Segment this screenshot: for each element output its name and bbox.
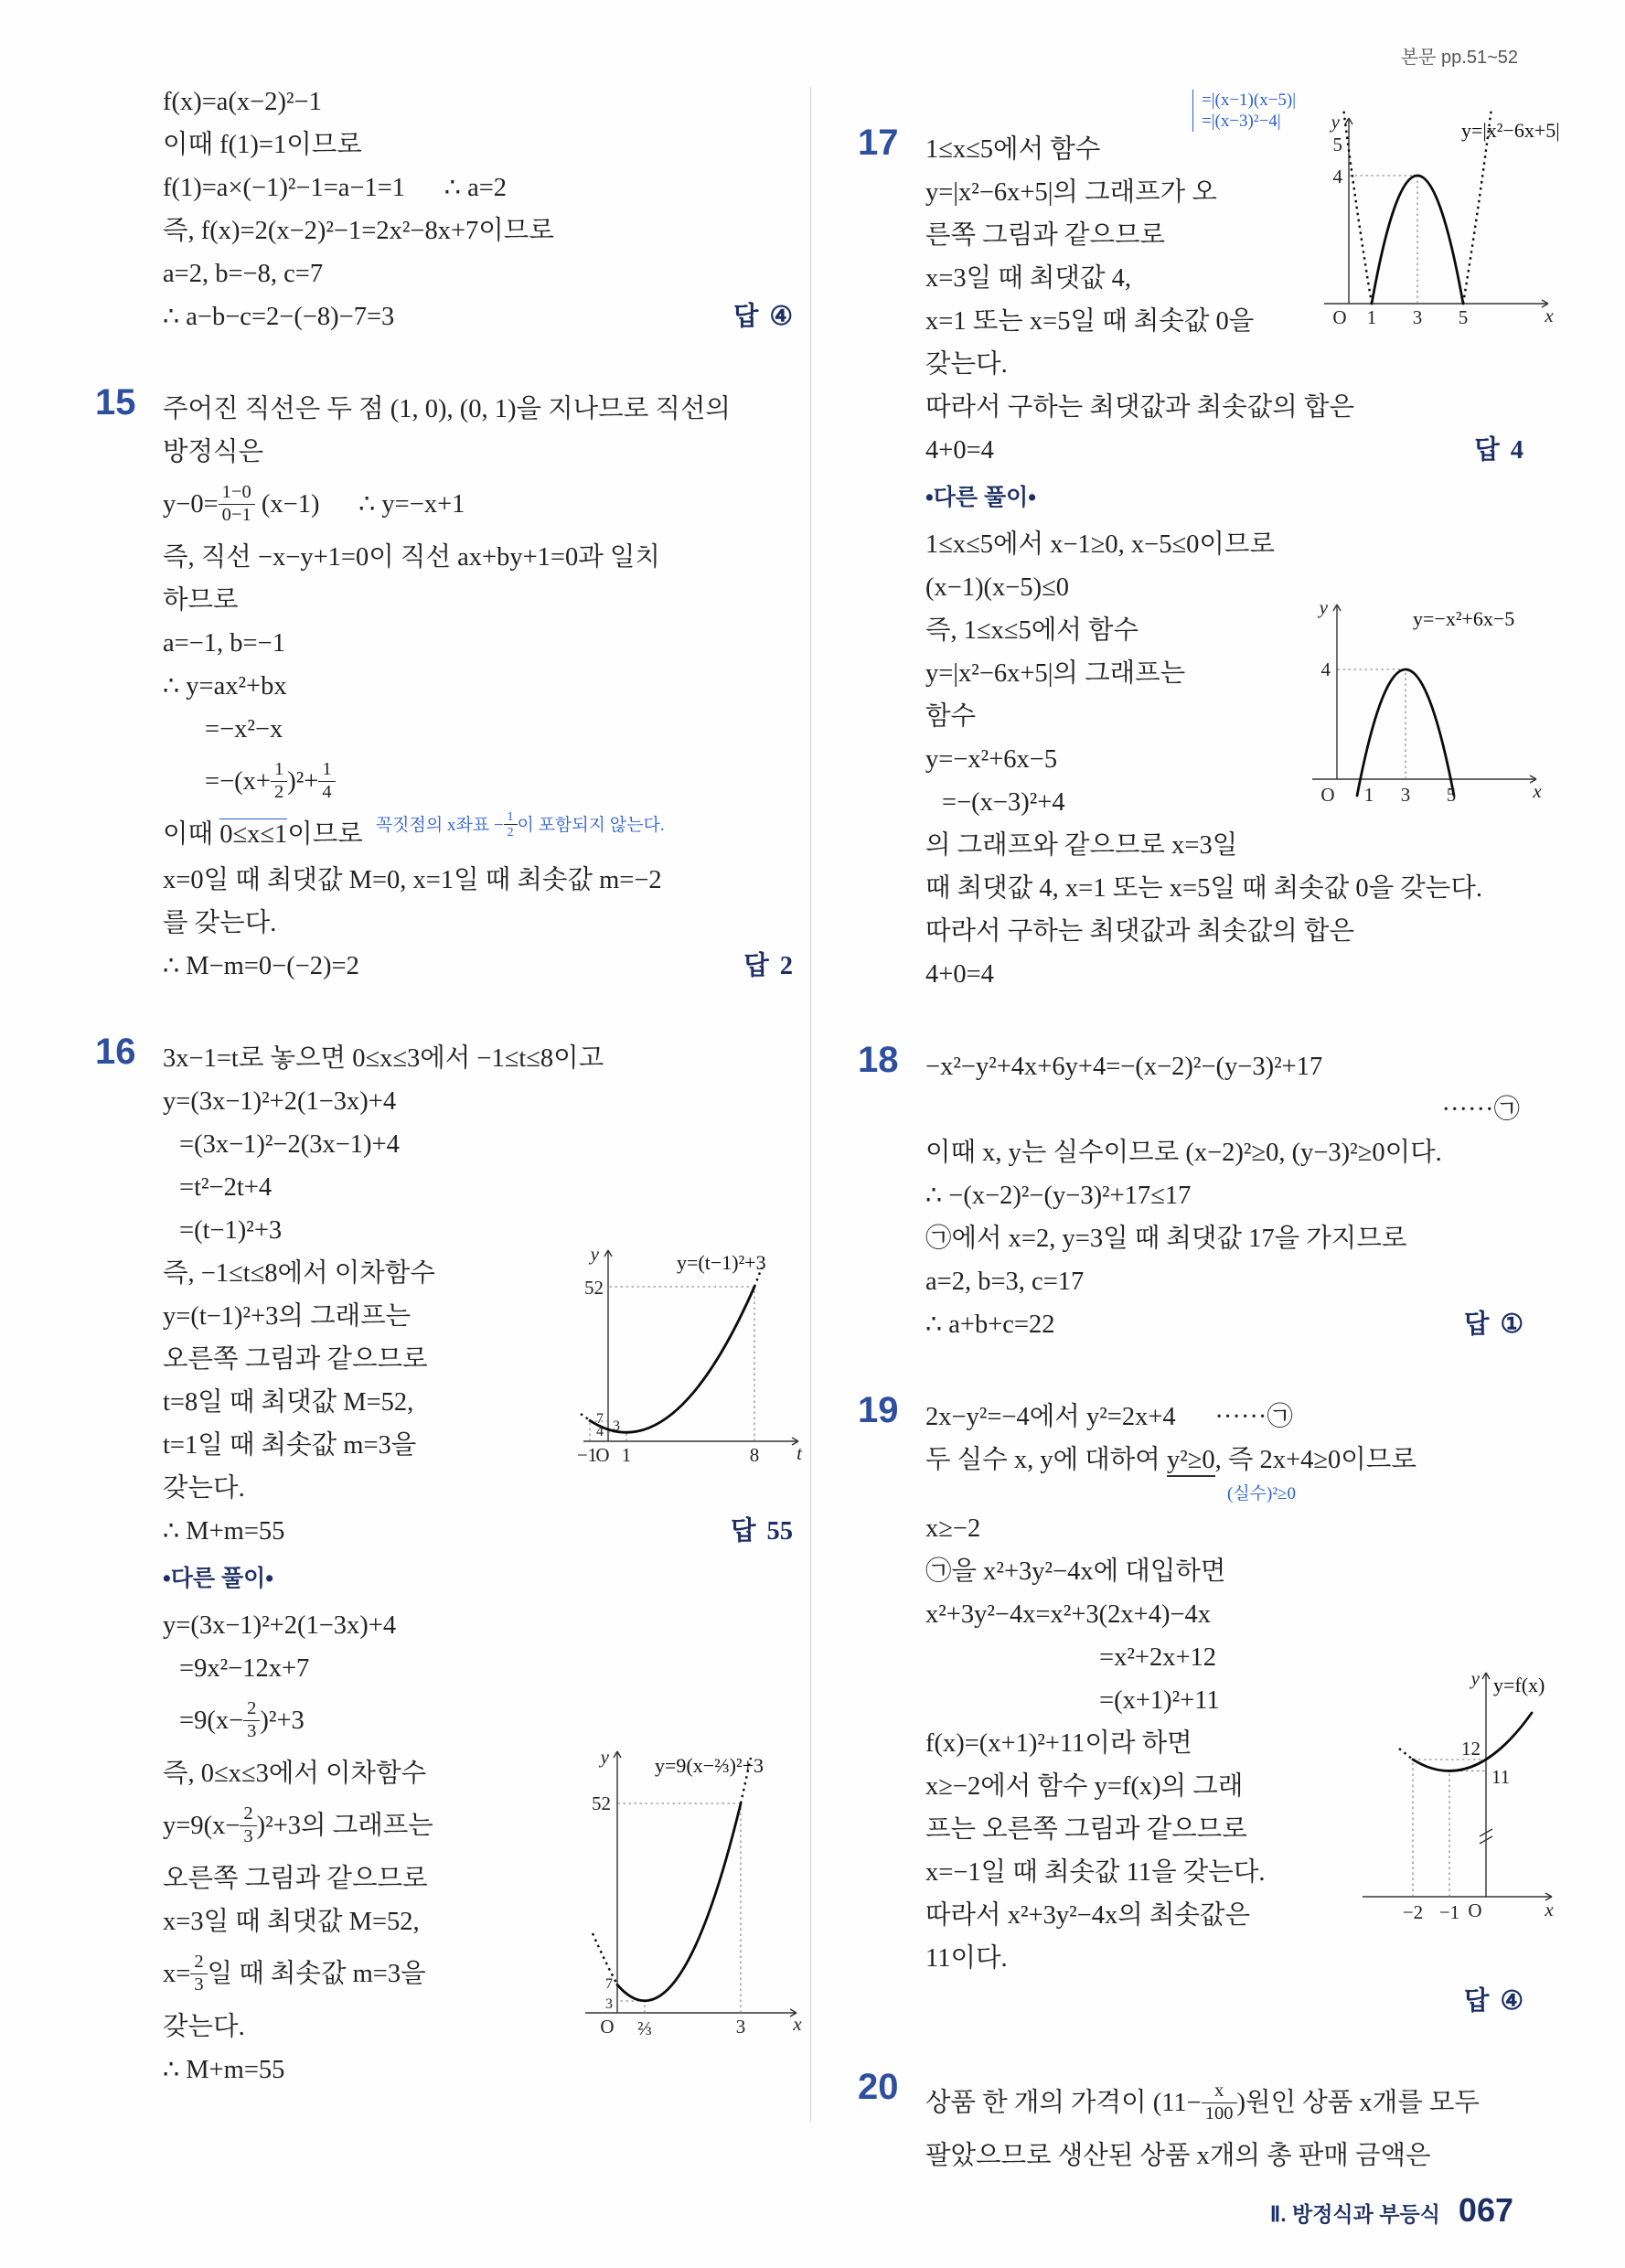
- text-line: x=−1일 때 최솟값 11을 갖는다.: [925, 1858, 1266, 1887]
- tick-label: −1: [576, 1444, 598, 1466]
- axis-label-y: y: [590, 1243, 599, 1265]
- answer-label: 답: [743, 952, 769, 980]
- text-line: −x²−y²+4x+6y+4=−(x−2)²−(y−3)²+17: [925, 1053, 1323, 1081]
- text-line: 즉, f(x)=2(x−2)²−1=2x²−8x+7이므로: [163, 217, 554, 245]
- tick-label: 4: [1320, 658, 1331, 680]
- text-line: ∴ −(x−2)²−(y−3)²+17≤17: [925, 1182, 1192, 1210]
- tick-label: 7: [605, 1976, 613, 1992]
- answer-value: 55: [766, 1517, 793, 1546]
- text-line: y=|x²−6x+5|의 그래프는: [925, 659, 1186, 688]
- curve-label: y=f(x): [1493, 1674, 1545, 1696]
- text-line: 4+0=4: [925, 960, 994, 989]
- curve-dotted-left: [1342, 110, 1372, 304]
- axis-arrowheads: [1333, 604, 1536, 783]
- problem-number: 20: [858, 2067, 899, 2107]
- text-line: 3x−1=t로 놓으면 0≤x≤3에서 −1≤t≤8이고: [163, 1044, 604, 1073]
- text-line: 2x−y²=−4에서 y²=2x+4 ······㉠: [925, 1403, 1293, 1431]
- text-line: y=|x²−6x+5|의 그래프가 오: [925, 178, 1217, 207]
- curve-dotted-left: [1399, 1749, 1413, 1760]
- origin-label: O: [1320, 784, 1335, 806]
- tick-label: 8: [749, 1444, 760, 1466]
- curve-label: y=9(x−⅔)²+3: [655, 1754, 764, 1777]
- tick-label: 5: [1446, 784, 1457, 806]
- axis-label-x: x: [1545, 1899, 1554, 1920]
- answer-value: ④: [769, 303, 793, 331]
- answer-label: 답: [732, 303, 759, 331]
- text-line: 주어진 직선은 두 점 (1, 0), (0, 1)을 지나므로 직선의: [163, 395, 731, 423]
- answer-label: 답: [1463, 1311, 1490, 1339]
- axis-label-y: y: [1470, 1667, 1480, 1689]
- parabola-curve: [617, 1803, 741, 2001]
- text-line: 따라서 구하는 최댓값과 최솟값의 합은: [925, 917, 1354, 946]
- text-line: =t²−2t+4: [179, 1173, 273, 1202]
- blue-bracket-annotation: [1192, 90, 1296, 132]
- underlined-term: y²≥0: [1167, 1446, 1215, 1477]
- tick-label: 3: [1400, 784, 1411, 806]
- text-line: 갖는다.: [163, 1474, 245, 1503]
- text-line: 따라서 구하는 최댓값과 최솟값의 합은: [925, 393, 1354, 422]
- answer-badge: [733, 295, 798, 338]
- axes: [1324, 119, 1547, 304]
- text-line: x= $\frac{2}{3}$ 일 때 최솟값 m=3을: [163, 1952, 426, 1995]
- text-line: x≥−2: [925, 1514, 981, 1543]
- tick-label: 11: [1491, 1766, 1511, 1788]
- text-line: y=9(x− $\frac{2}{3}$ )²+3의 그래프는: [163, 1803, 433, 1846]
- graph-19-svg: [1326, 1666, 1559, 1942]
- text-line: x=3일 때 최댓값 M=52,: [163, 1908, 420, 1936]
- curve-label: y=−x²+6x−5: [1413, 607, 1515, 630]
- axis-label-x: x: [1545, 305, 1554, 326]
- axis-label-x: x: [793, 2013, 802, 2035]
- text-line: f(1)=a×(−1)²−1=a−1=1 ∴ a=2: [163, 174, 508, 202]
- text-line: x=0일 때 최댓값 M=0, x=1일 때 최솟값 m=−2: [163, 866, 662, 894]
- solution-continuation: [163, 80, 798, 338]
- text-line: 1≤x≤5에서 x−1≥0, x−5≤0이므로: [925, 530, 1275, 559]
- blue-annotation: 꼭짓점의 x좌표 − 1 2 이 포함되지 않는다.: [375, 809, 665, 840]
- text-line: 하므로: [163, 586, 239, 615]
- answer-label: 답: [730, 1517, 756, 1546]
- tick-label: −2: [1402, 1901, 1424, 1923]
- alt-solution-divider: •다른 풀이•: [925, 485, 1037, 510]
- problem-number: 18: [858, 1040, 899, 1080]
- answer-badge: [731, 1510, 798, 1553]
- problem-number: 19: [858, 1390, 899, 1430]
- text-line: 11이다.: [925, 1944, 1008, 1973]
- text-line: 즉, 0≤x≤3에서 이차함수: [163, 1760, 427, 1788]
- text-line: 프는 오른쪽 그림과 같으므로: [925, 1815, 1247, 1844]
- text-line: =9x²−12x+7: [179, 1654, 310, 1683]
- graph-parabola-x: [576, 1743, 807, 2059]
- fraction: $\frac{1}{2}$: [504, 809, 518, 839]
- text-line: 즉, 1≤x≤5에서 함수: [925, 616, 1139, 645]
- tick-label: 12: [1461, 1738, 1481, 1760]
- text-line: t=1일 때 최솟값 m=3을: [163, 1431, 417, 1460]
- axis-label-x: x: [1533, 780, 1542, 802]
- text-line: 1≤x≤5에서 함수: [925, 135, 1101, 164]
- tick-label: 1: [1366, 306, 1377, 328]
- tick-label: 3: [735, 2016, 746, 2038]
- text-line: 때 최댓값 4, x=1 또는 x=5일 때 최솟값 0을 갖는다.: [925, 874, 1482, 903]
- page-number: 067: [1458, 2191, 1513, 2229]
- text-line: ∴ M−m=0−(−2)=2 답 2: [163, 945, 798, 988]
- annotation-line: =|(x−3)²−4|: [1202, 112, 1281, 131]
- graph-down-parabola: [1305, 596, 1547, 825]
- problem-18: [858, 1040, 1529, 1346]
- text-line: 팔았으므로 생산된 상품 x개의 총 판매 금액은: [925, 2142, 1431, 2170]
- fraction: $\frac{2}{3}$: [243, 1698, 260, 1742]
- graph-17b-svg: [1305, 596, 1547, 820]
- axes: [1312, 605, 1535, 779]
- text-line: x=3일 때 최댓값 4,: [925, 264, 1131, 293]
- fraction: $\frac{2}{3}$: [240, 1803, 256, 1847]
- curve-label: y=(t−1)²+3: [677, 1251, 766, 1274]
- graph-parabola-t: [576, 1242, 807, 1486]
- page-footer: [1270, 2191, 1513, 2230]
- text-line: y=(3x−1)²+2(1−3x)+4: [163, 1087, 397, 1116]
- origin-label: O: [1332, 306, 1347, 328]
- text-line: ∴ a+b+c=22 답 ①: [925, 1303, 1529, 1346]
- graph-16b-svg: [576, 1743, 807, 2054]
- text-line: a=2, b=−8, c=7: [163, 260, 324, 288]
- graph-16a-svg: [576, 1242, 807, 1482]
- text-line: 두 실수 x, y에 대하여 y²≥0, 즉 2x+4≥0이므로: [925, 1439, 1529, 1482]
- text-line: f(x)=a(x−2)²−1: [163, 88, 322, 116]
- graph-fx-parabola: [1326, 1666, 1559, 1947]
- text-line: =(3x−1)²−2(3x−1)+4: [179, 1130, 400, 1159]
- text-line: 따라서 x²+3y²−4x의 최솟값은: [925, 1901, 1250, 1930]
- text-line: y=(3x−1)²+2(1−3x)+4: [163, 1611, 397, 1640]
- text-line: a=−1, b=−1: [163, 629, 285, 658]
- problem-number: 15: [95, 382, 136, 423]
- axis-arrowheads: [604, 1250, 798, 1445]
- text-line: 오른쪽 그림과 같으므로: [163, 1345, 428, 1374]
- answer-value: 4: [1510, 436, 1523, 465]
- answer-value: 2: [779, 952, 793, 980]
- text-line: =−(x−3)²+4: [942, 788, 1065, 817]
- helper-dashes: [1413, 1760, 1486, 1897]
- tick-label: 5: [1332, 134, 1342, 155]
- fraction: $\frac{1-0}{0-1}$: [219, 482, 255, 526]
- text-line: f(x)=(x+1)²+11이라 하면: [925, 1729, 1192, 1758]
- dome-curve: [1357, 669, 1454, 796]
- fraction: $\frac{x}{100}$: [1202, 2081, 1237, 2124]
- tick-label: 3: [1412, 306, 1423, 328]
- text-line: 함수: [925, 702, 977, 731]
- answer-badge: [1464, 1980, 1529, 2023]
- problem-17: [858, 91, 1559, 996]
- problem-number: 17: [858, 123, 899, 163]
- text-line: =x²+2x+12: [1099, 1643, 1217, 1672]
- left-column: [95, 80, 802, 2141]
- answer-badge: [1464, 1303, 1529, 1346]
- text-line: 방정식은: [163, 438, 264, 466]
- axis-label-x: t: [796, 1442, 802, 1464]
- section-title: Ⅱ. 방정식과 부등식: [1269, 2202, 1440, 2226]
- text-line: 이때 0≤x≤1이므로 $^{꼭짓점의 x좌표 - \frac{1}{2} 이 포함되지 않는다.}$: [163, 809, 665, 849]
- graph-17a-svg: [1317, 110, 1559, 346]
- text-line: x²+3y²−4x=x²+3(2x+4)−4x: [925, 1600, 1212, 1629]
- helper-dashes: [1337, 669, 1406, 779]
- parabola-curve: [590, 1287, 754, 1432]
- tick-label: 3: [613, 1418, 620, 1434]
- problem-15: [95, 382, 798, 988]
- text-line: [925, 1980, 1529, 2023]
- tick-label: 4: [596, 1424, 604, 1439]
- text-line: y=−x²+6x−5: [925, 745, 1058, 774]
- answer-badge: [743, 945, 798, 988]
- helper-dashes: [1349, 176, 1417, 304]
- axes: [583, 1251, 797, 1441]
- text-line: =−(x+ $\frac{1}{2}$ )²+ $\frac{1}{4}$: [163, 751, 798, 813]
- tick-label: −1: [1438, 1901, 1460, 1923]
- axis-label-y: y: [600, 1746, 609, 1768]
- text-line: ㉠에서 x=2, y=3일 때 최댓값 17을 가지므로: [925, 1225, 1407, 1253]
- text-line: 를 갖는다.: [163, 909, 277, 937]
- fraction: $\frac{1}{2}$: [271, 759, 287, 803]
- problem-number: 16: [95, 1032, 136, 1072]
- annotation-line: =|(x−1)(x−5)|: [1202, 91, 1297, 110]
- text-line: 즉, −1≤t≤8에서 이차함수: [163, 1259, 435, 1288]
- text-line: x≥−2에서 함수 y=f(x)의 그래: [925, 1772, 1244, 1801]
- axis-label-y: y: [1331, 111, 1340, 133]
- answer-value: ④: [1500, 1987, 1523, 2016]
- answer-badge: [1474, 429, 1529, 472]
- fraction: $\frac{1}{4}$: [318, 759, 335, 803]
- helper-dashes: [617, 1803, 741, 2013]
- text-line: ∴ y=ax²+bx: [163, 672, 287, 701]
- text-line: 갖는다.: [925, 350, 1008, 379]
- text-line: ∴ M+m=55: [163, 2056, 285, 2084]
- tick-label: 1: [1363, 784, 1374, 806]
- text-line: 의 그래프와 같으므로 x=3일: [925, 831, 1238, 860]
- fraction: $\frac{2}{3}$: [190, 1952, 207, 1995]
- text-line: =(x+1)²+11: [1099, 1686, 1220, 1715]
- text-line: x=1 또는 x=5일 때 최솟값 0을: [925, 307, 1255, 336]
- tick-label: ⅔: [637, 2017, 652, 2039]
- text-line: a=2, b=3, c=17: [925, 1268, 1085, 1296]
- axis-label-y: y: [1319, 596, 1328, 618]
- text-line: =−x²−x: [205, 715, 283, 744]
- tick-label: 1: [621, 1444, 632, 1466]
- blue-annotation: (실수)²≥0: [1227, 1484, 1296, 1503]
- axes: [585, 1752, 796, 2013]
- text-line: =9(x− $\frac{2}{3}$ )²+3: [179, 1698, 305, 1741]
- alt-solution-divider: •다른 풀이•: [163, 1566, 274, 1591]
- page-reference: 본문 pp.51~52: [1400, 48, 1518, 68]
- problem-16: [95, 1032, 802, 2091]
- text-line: ······㉠: [1441, 1096, 1520, 1124]
- text-line: 즉, 직선 −x−y+1=0이 직선 ax+by+1=0과 일치: [163, 543, 660, 572]
- axes: [1363, 1674, 1551, 1897]
- tick-label: 52: [584, 1277, 604, 1299]
- text-line: 이때 x, y는 실수이므로 (x−2)²≥0, (y−3)²≥0이다.: [925, 1139, 1442, 1167]
- right-column: [858, 91, 1559, 2227]
- graph-abs-parabola: [1317, 110, 1559, 350]
- text-line: ∴ a−b−c=2−(−8)−7=3 답 ④: [163, 295, 798, 338]
- text-line: t=8일 때 최댓값 M=52,: [163, 1388, 414, 1417]
- text-line: y=(t−1)²+3의 그래프는: [163, 1302, 412, 1331]
- answer-value: ①: [1500, 1311, 1523, 1339]
- origin-label: O: [595, 1444, 610, 1466]
- tick-label: 52: [592, 1792, 611, 1814]
- curve-label: y=|x²−6x+5|: [1461, 119, 1559, 142]
- answer-label: 답: [1474, 436, 1500, 465]
- tick-label: 7: [596, 1411, 604, 1427]
- text-line: 오른쪽 그림과 같으므로: [163, 1865, 428, 1893]
- tick-label: 4: [1332, 166, 1342, 187]
- tick-label: 3: [605, 1996, 613, 2012]
- answer-label: 답: [1463, 1987, 1490, 2016]
- text-line: ∴ M+m=55 답 55: [163, 1510, 798, 1553]
- text-line: 4+0=4 답 4: [925, 429, 1529, 472]
- tick-label: 5: [1458, 306, 1469, 328]
- axis-arrowheads: [614, 1751, 796, 2017]
- origin-label: O: [1468, 1899, 1482, 1921]
- hump-curve: [1372, 176, 1463, 304]
- problem-20: [858, 2067, 1529, 2177]
- text-line: (x−1)(x−5)≤0: [925, 573, 1070, 602]
- text-line: =(t−1)²+3: [179, 1216, 283, 1245]
- column-divider: [810, 87, 811, 2122]
- text-line: 갖는다.: [163, 2013, 245, 2041]
- over-bracket-term: 0≤x≤1: [219, 820, 288, 849]
- curve-dotted-left: [581, 1414, 590, 1420]
- text-line: 상품 한 개의 가격이 (11− $\frac{x}{100}$ )원인 상품 x개를 모두: [925, 2081, 1480, 2124]
- text-line: y−0= $\frac{1-0}{0-1}$ (x−1) ∴ y=−x+1: [163, 482, 465, 525]
- text-line: 이때 f(1)=1이므로: [163, 131, 362, 159]
- origin-label: O: [600, 2016, 615, 2038]
- text-line: 른쪽 그림과 같으므로: [925, 221, 1166, 250]
- text-line: ㉠을 x²+3y²−4x에 대입하면: [925, 1557, 1226, 1586]
- problem-19: [858, 1390, 1554, 2023]
